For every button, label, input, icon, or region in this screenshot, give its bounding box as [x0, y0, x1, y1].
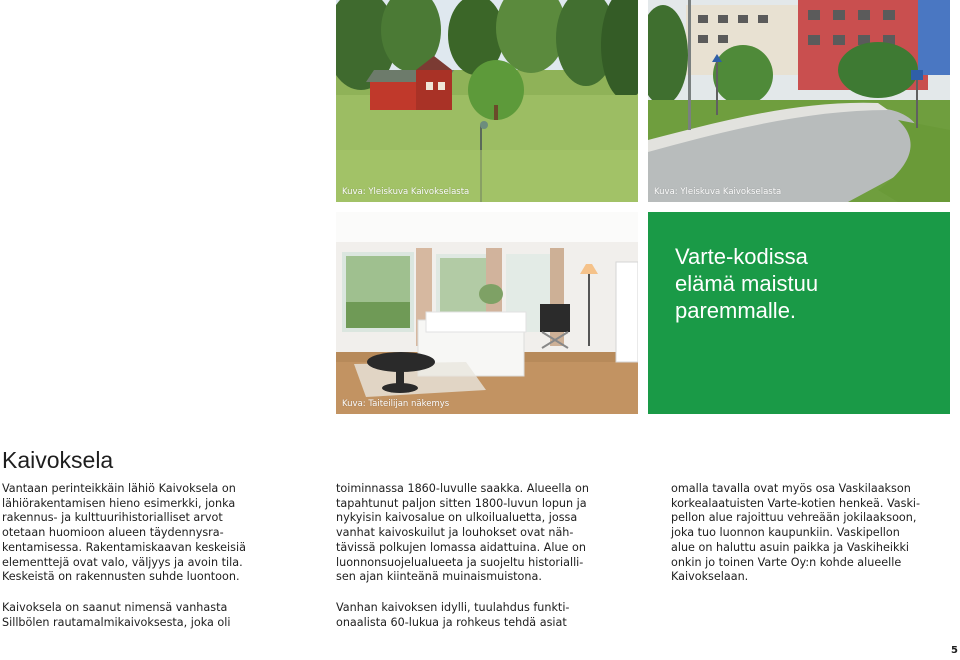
- text-line: rakennus- ja kulttuurihistorialliset arvot: [2, 511, 223, 525]
- text-line: onkin jo toinen Varte Oy:n kohde alueelle: [671, 555, 902, 569]
- text-line: toiminnassa 1860-luvulle saakka. Alueella on: [336, 482, 589, 495]
- text-line: omalla tavalla ovat myös osa Vaskilaakson: [671, 482, 911, 495]
- text-line: nykyisin kaivosalue on ulkoilualuetta, jossa: [336, 511, 578, 525]
- page-heading: Kaivoksela: [2, 447, 114, 473]
- text-line: Kaivokselaan.: [671, 570, 749, 584]
- text-line: Vantaan perinteikkäin lähiö Kaivoksela on: [2, 482, 236, 495]
- text-line: joka tuo luonnon kaupunkiin. Vaskipellon: [671, 526, 900, 540]
- text-line: otetaan huomioon alueen täydennysra-: [2, 526, 224, 540]
- paragraph: [2, 482, 252, 585]
- meadow-illustration: [336, 0, 638, 202]
- text-line: tapahtunut paljon sitten 1800-luvun lopun ja: [336, 496, 587, 510]
- photo-houses-meadow: [336, 0, 638, 202]
- text-line: alue on haluttu asuin paikka ja Vaskiheikki: [671, 540, 910, 554]
- photo-caption: Kuva: Taiteilijan näkemys: [342, 399, 450, 409]
- text-column-2: [336, 482, 626, 630]
- paragraph: [2, 601, 252, 630]
- street-illustration: [648, 0, 950, 202]
- photo-interior-render: [336, 212, 638, 414]
- text-line: Vanhan kaivoksen idylli, tuulahdus funkti-: [336, 600, 570, 614]
- text-line: Sillbölen rautamalmikaivoksesta, joka oli: [2, 615, 231, 629]
- text-line: Keskeistä on rakennusten suhde luontoon.: [2, 570, 240, 584]
- text-line: kentamisessa. Rakentamiskaavan keskeisiä: [2, 540, 246, 554]
- slogan-box: [648, 212, 950, 414]
- paragraph: [336, 482, 626, 585]
- text-line: Kaivoksela on saanut nimensä vanhasta: [2, 600, 228, 614]
- text-line: sen ajan kiinteänä muinaismuistona.: [336, 570, 542, 584]
- slogan-text: Varte-kodissa elämä maistuu paremmalle.: [675, 244, 819, 323]
- text-line: pellon alue rajoittuu vehreään jokilaaksoon,: [671, 511, 917, 525]
- page-number: 5: [951, 645, 958, 656]
- text-line: vanhat kaivoskuilut ja louhokset ovat näh-: [336, 526, 574, 540]
- text-line: luonnonsuojelualueeta ja suojeltu historialli-: [336, 555, 584, 569]
- text-line: elementtejä ovat valo, väljyys ja avoin tila.: [2, 555, 243, 569]
- paragraph: [336, 601, 626, 630]
- photo-caption: Kuva: Yleiskuva Kaivokselasta: [342, 187, 470, 197]
- text-column-3: [671, 482, 956, 585]
- text-line: tävissä polkujen lomassa aidattuina. Alue on: [336, 540, 586, 554]
- text-line: lähiörakentamisen hieno esimerkki, jonka: [2, 496, 236, 510]
- text-column-1: [2, 482, 252, 630]
- paragraph: [671, 482, 956, 585]
- photo-caption: Kuva: Yleiskuva Kaivokselasta: [654, 187, 782, 197]
- interior-illustration: [336, 212, 638, 414]
- text-line: onaalista 60-lukua ja rohkeus tehdä asiat: [336, 615, 567, 629]
- photo-street-apartments: [648, 0, 950, 202]
- text-line: korkealaatuisten Varte-kotien henkeä. Vaski-: [671, 496, 921, 510]
